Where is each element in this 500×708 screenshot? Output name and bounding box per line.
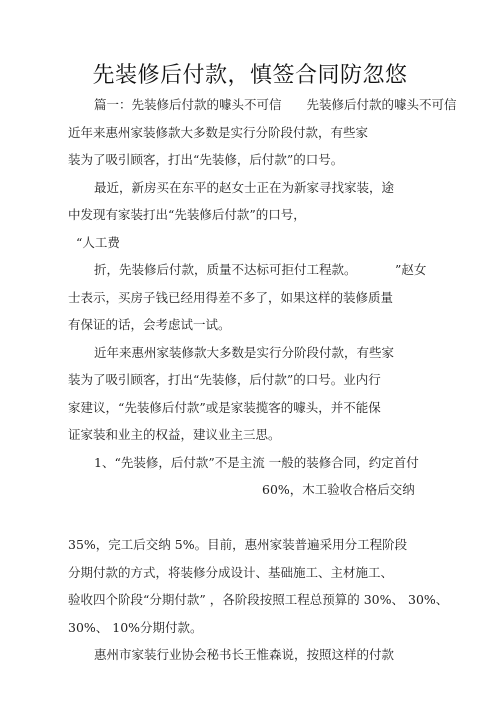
paragraph-line: 60%，木工验收合格后交纳 bbox=[262, 482, 415, 497]
paragraph-line: 装为了吸引顾客，打出“先装修，后付款”的口号。业内行 bbox=[68, 372, 381, 387]
paragraph-line: 近年来惠州家装修款大多数是实行分阶段付款，有些家 bbox=[94, 345, 395, 360]
paragraph-line: 中发现有家装打出“先装修后付款”的口号， bbox=[68, 207, 306, 222]
paragraph-line: 证家装和业主的权益，建议业主三思。 bbox=[68, 427, 281, 442]
paragraph-line: ”赵女 bbox=[395, 262, 427, 277]
paragraph-line: 分期付款的方式，将装修分成设计、基础施工、主材施工、 bbox=[68, 565, 394, 580]
document-title: 先装修后付款，慎签合同防忽悠 bbox=[92, 63, 408, 88]
paragraph-line: 士表示，买房子钱已经用得差不多了，如果这样的装修质量 bbox=[68, 290, 394, 305]
paragraph-line: 篇一：先装修后付款的噱头不可信 先装修后付款的噱头不可信 bbox=[94, 97, 457, 112]
paragraph-line: 家建议，“先装修后付款”或是家装揽客的噱头，并不能保 bbox=[68, 400, 381, 415]
paragraph-line: 有保证的话，会考虑试一试。 bbox=[68, 317, 231, 332]
paragraph-line: 惠州市家装行业协会秘书长王惟森说，按照这样的付款 bbox=[94, 647, 395, 662]
paragraph-line: 35%，完工后交纳 5%。目前，惠州家装普遍采用分工程阶段 bbox=[68, 537, 408, 552]
paragraph-line: 最近，新房买在东平的赵女士正在为新家寻找家装，途 bbox=[94, 180, 395, 195]
paragraph-line: 近年来惠州家装修款大多数是实行分阶段付款，有些家 bbox=[68, 125, 369, 140]
paragraph-line: 折，先装修后付款，质量不达标可拒付工程款。 bbox=[94, 262, 357, 277]
paragraph-line: 1、“先装修，后付款”不是主流 一般的装修合同，约定首付 bbox=[94, 455, 419, 470]
paragraph-line: 验收四个阶段“分期付款” ，各阶段按照工程总预算的 30%、 30%、 bbox=[68, 592, 449, 607]
paragraph-line: 装为了吸引顾客，打出“先装修，后付款”的口号。 bbox=[68, 152, 344, 167]
paragraph-line: 30%、 10%分期付款。 bbox=[68, 620, 203, 635]
paragraph-line: “人工费 bbox=[76, 235, 120, 250]
